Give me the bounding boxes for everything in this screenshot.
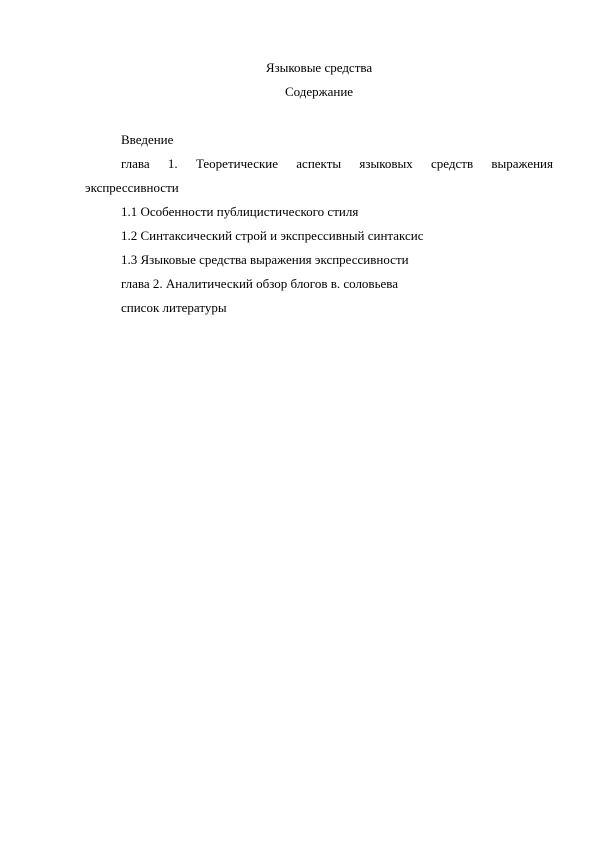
- toc-item-introduction: Введение: [121, 132, 174, 147]
- toc-item-1-1: 1.1 Особенности публицистического стиля: [121, 204, 359, 219]
- blank-line: [85, 104, 553, 128]
- toc-item-1-2: 1.2 Синтаксический строй и экспрессивный синтаксис: [121, 228, 424, 243]
- toc-item-1-3: 1.3 Языковые средства выражения экспрессивности: [121, 252, 409, 267]
- toc-heading: Содержание: [284, 84, 354, 99]
- toc-item-bibliography: список литературы: [121, 300, 227, 315]
- toc-item-chapter-2: глава 2. Аналитический обзор блогов в. соловьева: [121, 276, 399, 291]
- document-content: [85, 56, 553, 320]
- toc-item-chapter-1: глава 1. Теоретические аспекты языковых средств выражения экспрессивности: [85, 156, 553, 195]
- document-title: Языковые средства: [265, 60, 373, 75]
